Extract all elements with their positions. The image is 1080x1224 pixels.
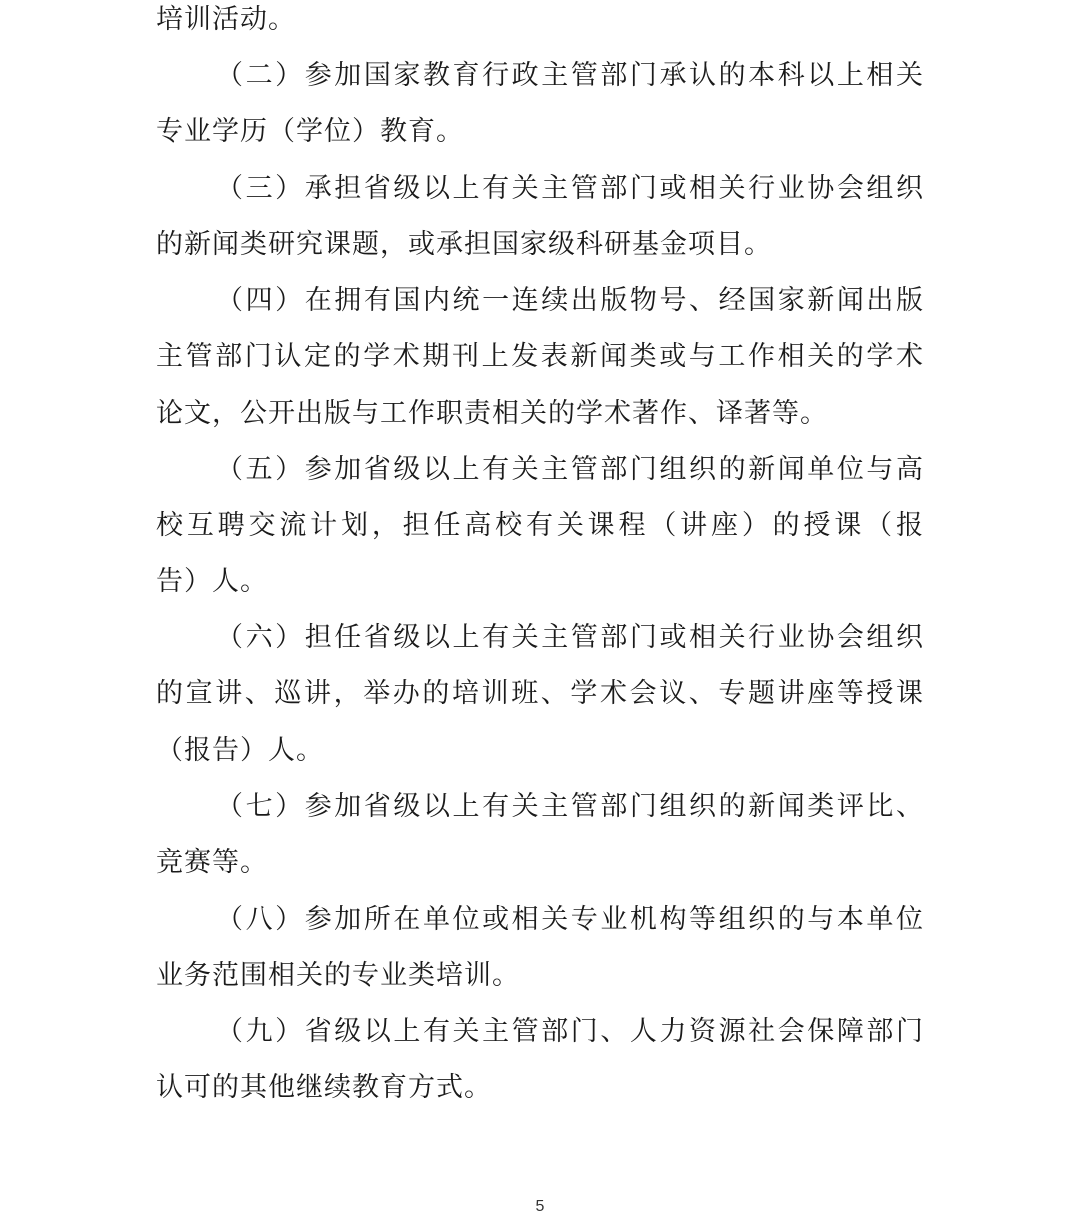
paragraph-9-line-2: 认可的其他继续教育方式。 <box>156 1072 492 1103</box>
paragraph-5-line-3: 告）人。 <box>156 566 268 597</box>
paragraph-2-line-1: （二）参加国家教育行政主管部门承认的本科以上相关 <box>216 60 924 91</box>
paragraph-6-line-2: 的宣讲、巡讲，举办的培训班、学术会议、专题讲座等授课 <box>156 678 924 709</box>
paragraph-3-line-2: 的新闻类研究课题，或承担国家级科研基金项目。 <box>156 229 772 260</box>
paragraph-8-line-2: 业务范围相关的专业类培训。 <box>156 960 520 991</box>
paragraph-4-line-3: 论文，公开出版与工作职责相关的学术著作、译著等。 <box>156 398 828 429</box>
page-number: 5 <box>535 1198 545 1215</box>
paragraph-3-line-1: （三）承担省级以上有关主管部门或相关行业协会组织 <box>216 173 924 204</box>
paragraph-4-line-1: （四）在拥有国内统一连续出版物号、经国家新闻出版 <box>216 285 924 316</box>
paragraph-6-line-1: （六）担任省级以上有关主管部门或相关行业协会组织 <box>216 622 924 653</box>
paragraph-9-line-1: （九）省级以上有关主管部门、人力资源社会保障部门 <box>216 1016 924 1047</box>
paragraph-7-line-1: （七）参加省级以上有关主管部门组织的新闻类评比、 <box>216 791 924 822</box>
paragraph-6-line-3: （报告）人。 <box>156 735 324 766</box>
paragraph-2-line-2: 专业学历（学位）教育。 <box>156 116 464 147</box>
paragraph-7-line-2: 竞赛等。 <box>156 847 268 878</box>
paragraph-4-line-2: 主管部门认定的学术期刊上发表新闻类或与工作相关的学术 <box>156 341 924 372</box>
paragraph-5-line-2: 校互聘交流计划，担任高校有关课程（讲座）的授课（报 <box>156 510 924 541</box>
paragraph-8-line-1: （八）参加所在单位或相关专业机构等组织的与本单位 <box>216 904 924 935</box>
paragraph-5-line-1: （五）参加省级以上有关主管部门组织的新闻单位与高 <box>216 454 924 485</box>
text-line-continuation: 培训活动。 <box>156 4 296 35</box>
